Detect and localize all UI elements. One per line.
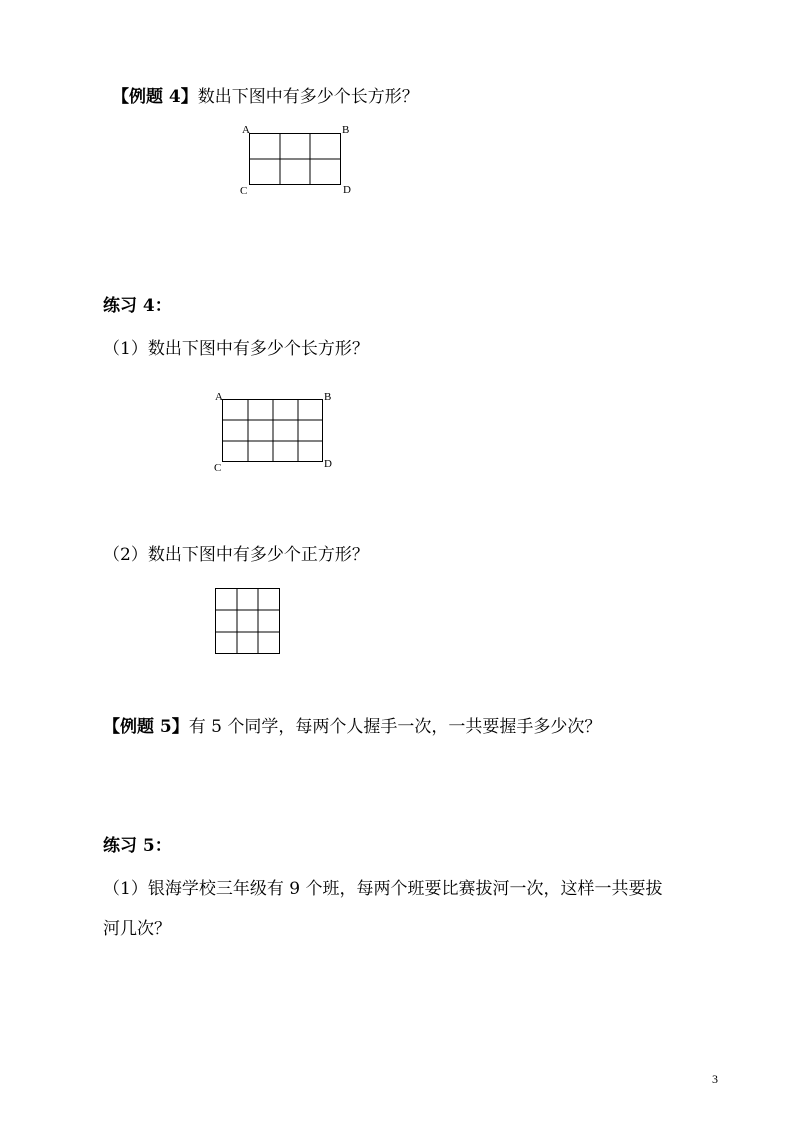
practice4-q2-text: （2）数出下图中有多少个正方形？	[103, 545, 369, 565]
practice5-q1-line1: （1）银海学校三年级有 9 个班，每两个班要比赛拔河一次，这样一共要拔	[103, 879, 663, 899]
example4-corner-a: A	[242, 124, 250, 136]
practice5-q1-line2: 河几次？	[103, 919, 171, 939]
practice4-heading: 练习 4：	[103, 296, 172, 316]
practice5-heading: 练习 5：	[103, 836, 172, 856]
page-number: 3	[712, 1072, 718, 1086]
practice4-corner-a: A	[215, 391, 223, 403]
example5-question: 有 5 个同学，每两个人握手一次，一共要握手多少次？	[188, 717, 602, 737]
example4-corner-c: C	[240, 185, 248, 197]
example4-label: 【例题 4】	[112, 87, 198, 107]
example4-question: 数出下图中有多少个长方形？	[197, 87, 419, 107]
example4-heading	[112, 85, 419, 109]
practice4-corner-c: C	[214, 462, 222, 474]
example4-corner-d: D	[343, 184, 351, 196]
example5-label: 【例题 5】	[103, 717, 189, 737]
grid-outer-border	[216, 589, 280, 654]
example4-corner-b: B	[342, 124, 350, 136]
example4-grid-figure	[249, 133, 341, 185]
practice4-q1-grid-figure	[222, 399, 323, 462]
practice4-corner-d: D	[324, 458, 332, 470]
example5-heading	[103, 715, 601, 739]
practice4-q1-text: （1）数出下图中有多少个长方形？	[103, 339, 369, 359]
practice4-corner-b: B	[324, 391, 332, 403]
practice4-q2-grid-figure	[215, 588, 280, 654]
